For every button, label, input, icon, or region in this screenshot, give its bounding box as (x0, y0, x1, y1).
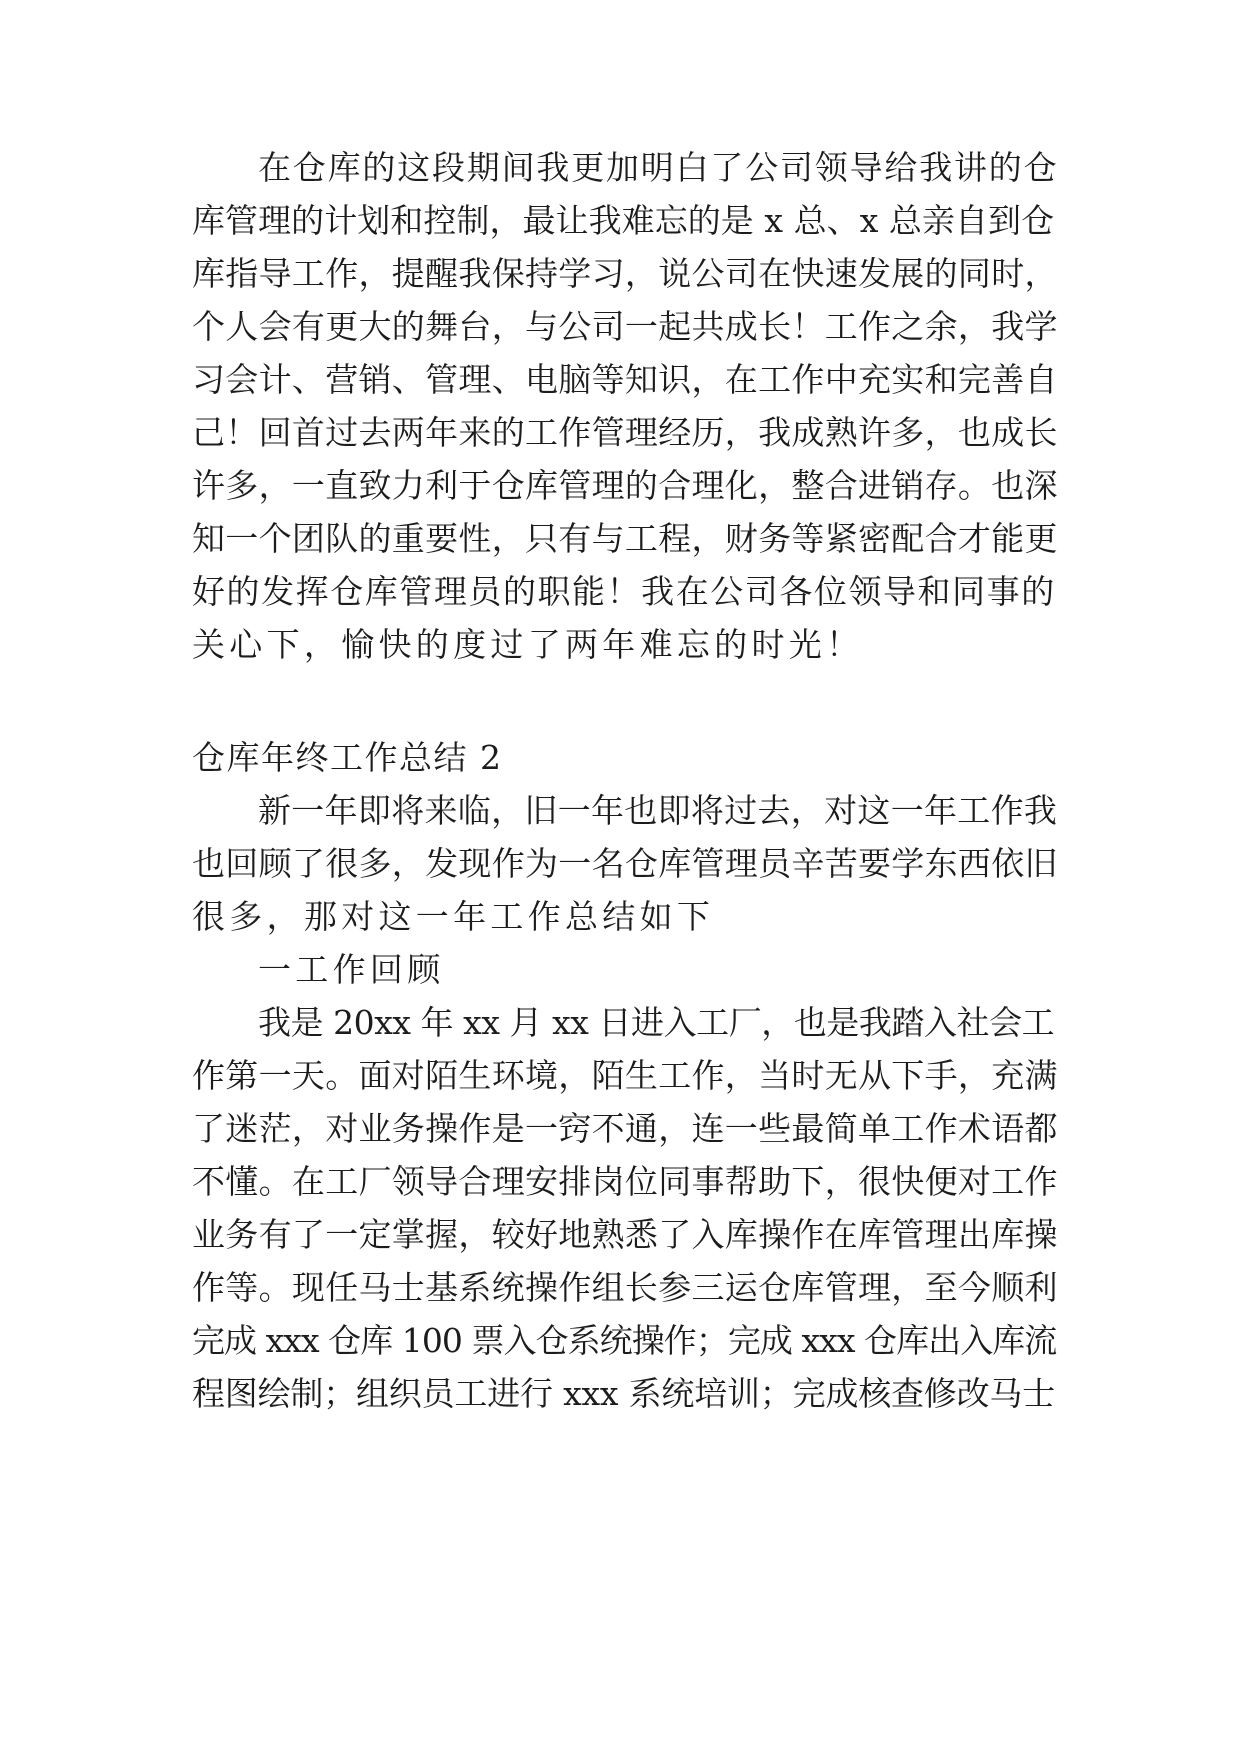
paragraph-line: 关心下，愉快的度过了两年难忘的时光！ (192, 625, 864, 664)
paragraph-line: 好的发挥仓库管理员的职能！我在公司各位领导和同事的 (192, 572, 1056, 611)
paragraph-line: 新一年即将来临，旧一年也即将过去，对这一年工作我 (258, 791, 1058, 830)
paragraph-line: 了迷茫，对业务操作是一窍不通，连一些最简单工作术语都 (192, 1109, 1058, 1148)
paragraph-line: 作等。现任马士基系统操作组长参三运仓库管理，至今顺利 (192, 1268, 1058, 1307)
paragraph-line: 不懂。在工厂领导合理安排岗位同事帮助下，很快便对工作 (192, 1162, 1058, 1201)
paragraph-line: 习会计、营销、管理、电脑等知识，在工作中充实和完善自 (192, 360, 1058, 399)
paragraph-line: 库指导工作，提醒我保持学习，说公司在快速发展的同时， (192, 254, 1058, 293)
paragraph-line: 知一个团队的重要性，只有与工程，财务等紧密配合才能更 (192, 519, 1058, 558)
paragraph-line: 业务有了一定掌握，较好地熟悉了入库操作在库管理出库操 (192, 1215, 1058, 1254)
paragraph-line: 己！回首过去两年来的工作管理经历，我成熟许多，也成长 (192, 413, 1058, 452)
paragraph-line: 在仓库的这段期间我更加明白了公司领导给我讲的仓 (258, 148, 1059, 187)
subheading: 一工作回顾 (258, 950, 445, 989)
paragraph-line: 很多，那对这一年工作总结如下 (192, 897, 715, 936)
paragraph-line: 个人会有更大的舞台，与公司一起共成长！工作之余，我学 (192, 307, 1058, 346)
paragraph-line: 我是 20xx 年 xx 月 xx 日进入工厂，也是我踏入社会工 (258, 1003, 1055, 1042)
paragraph-line: 完成 xxx 仓库 100 票入仓系统操作；完成 xxx 仓库出入库流 (192, 1321, 1057, 1360)
paragraph-line: 许多，一直致力利于仓库管理的合理化，整合进销存。也深 (192, 466, 1058, 505)
paragraph-line: 库管理的计划和控制，最让我难忘的是 x 总、x 总亲自到仓 (192, 201, 1055, 240)
section-title: 仓库年终工作总结 2 (192, 738, 503, 777)
paragraph-line: 程图绘制；组织员工进行 xxx 系统培训；完成核查修改马士 (192, 1374, 1056, 1413)
paragraph-line: 作第一天。面对陌生环境，陌生工作，当时无从下手，充满 (192, 1056, 1058, 1095)
paragraph-line: 也回顾了很多，发现作为一名仓库管理员辛苦要学东西依旧 (192, 844, 1058, 883)
